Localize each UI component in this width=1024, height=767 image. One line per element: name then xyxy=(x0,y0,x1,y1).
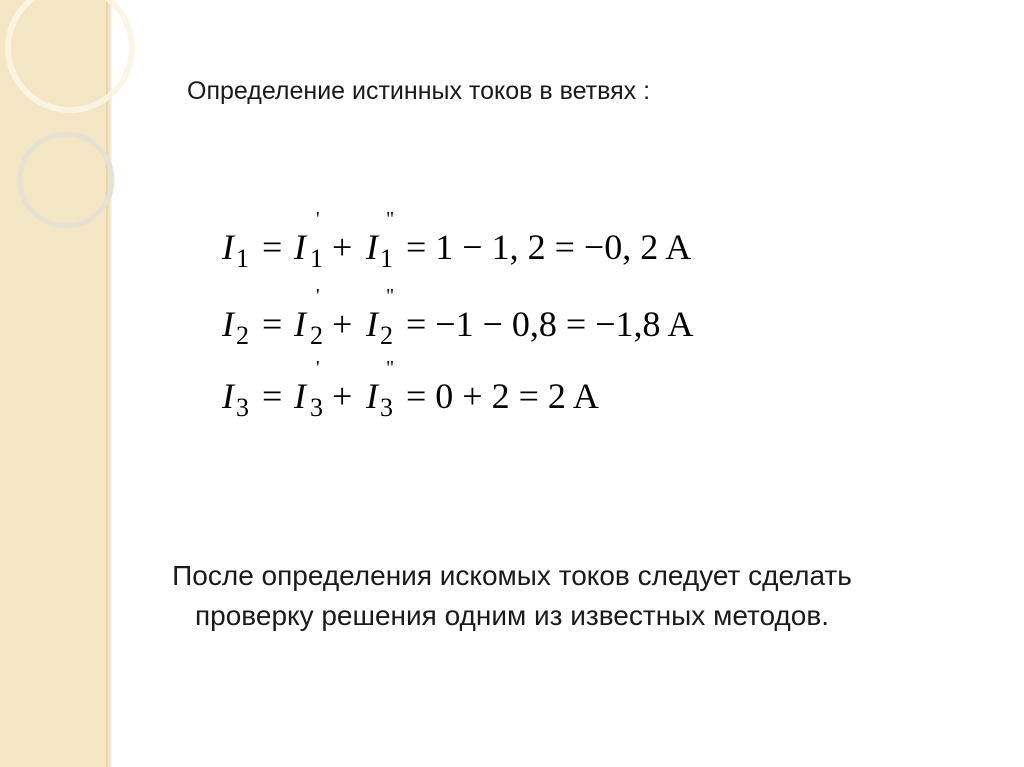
current-subscript: 3 xyxy=(236,393,249,422)
slide-title: Определение истинных токов в ветвях : xyxy=(187,77,651,105)
equals-sign: = xyxy=(262,227,283,267)
note-line-2: проверку решения одним из известных методов. xyxy=(195,600,829,631)
term2-subscript: 1 xyxy=(380,244,393,273)
plus-sign: + xyxy=(332,304,353,344)
equation-rhs: = −1 − 0,8 = −1,8 A xyxy=(406,304,694,344)
equals-sign: = xyxy=(262,304,283,344)
term2-symbol: I xyxy=(366,227,378,267)
note-line-1: После определения искомых токов следует сделать xyxy=(172,560,852,591)
equation-rhs: = 1 − 1, 2 = −0, 2 A xyxy=(406,227,692,267)
term1-symbol: I xyxy=(294,304,306,344)
term2-subscript: 3 xyxy=(380,393,393,422)
current-symbol: I xyxy=(222,304,234,344)
term2-double-prime: " xyxy=(386,208,395,230)
term1-subscript: 3 xyxy=(310,393,323,422)
conclusion-note xyxy=(0,556,1024,636)
term2-double-prime: " xyxy=(386,357,395,379)
term1-prime: ' xyxy=(316,357,320,379)
term2-symbol: I xyxy=(366,304,378,344)
term1-symbol: I xyxy=(294,227,306,267)
term2-double-prime: " xyxy=(386,285,395,307)
equation-rhs: = 0 + 2 = 2 A xyxy=(406,376,599,416)
plus-sign: + xyxy=(332,227,353,267)
term1-subscript: 2 xyxy=(310,321,323,350)
current-subscript: 2 xyxy=(236,321,249,350)
equals-sign: = xyxy=(262,376,283,416)
current-symbol: I xyxy=(222,376,234,416)
decorative-rings xyxy=(0,0,140,260)
plus-sign: + xyxy=(332,376,353,416)
current-symbol: I xyxy=(222,227,234,267)
decorative-ring-small xyxy=(20,134,112,226)
term2-symbol: I xyxy=(366,376,378,416)
term1-symbol: I xyxy=(294,376,306,416)
term1-prime: ' xyxy=(316,285,320,307)
term1-prime: ' xyxy=(316,208,320,230)
current-subscript: 1 xyxy=(236,244,249,273)
decorative-ring-large xyxy=(8,0,132,110)
term1-subscript: 1 xyxy=(310,244,323,273)
term2-subscript: 2 xyxy=(380,321,393,350)
